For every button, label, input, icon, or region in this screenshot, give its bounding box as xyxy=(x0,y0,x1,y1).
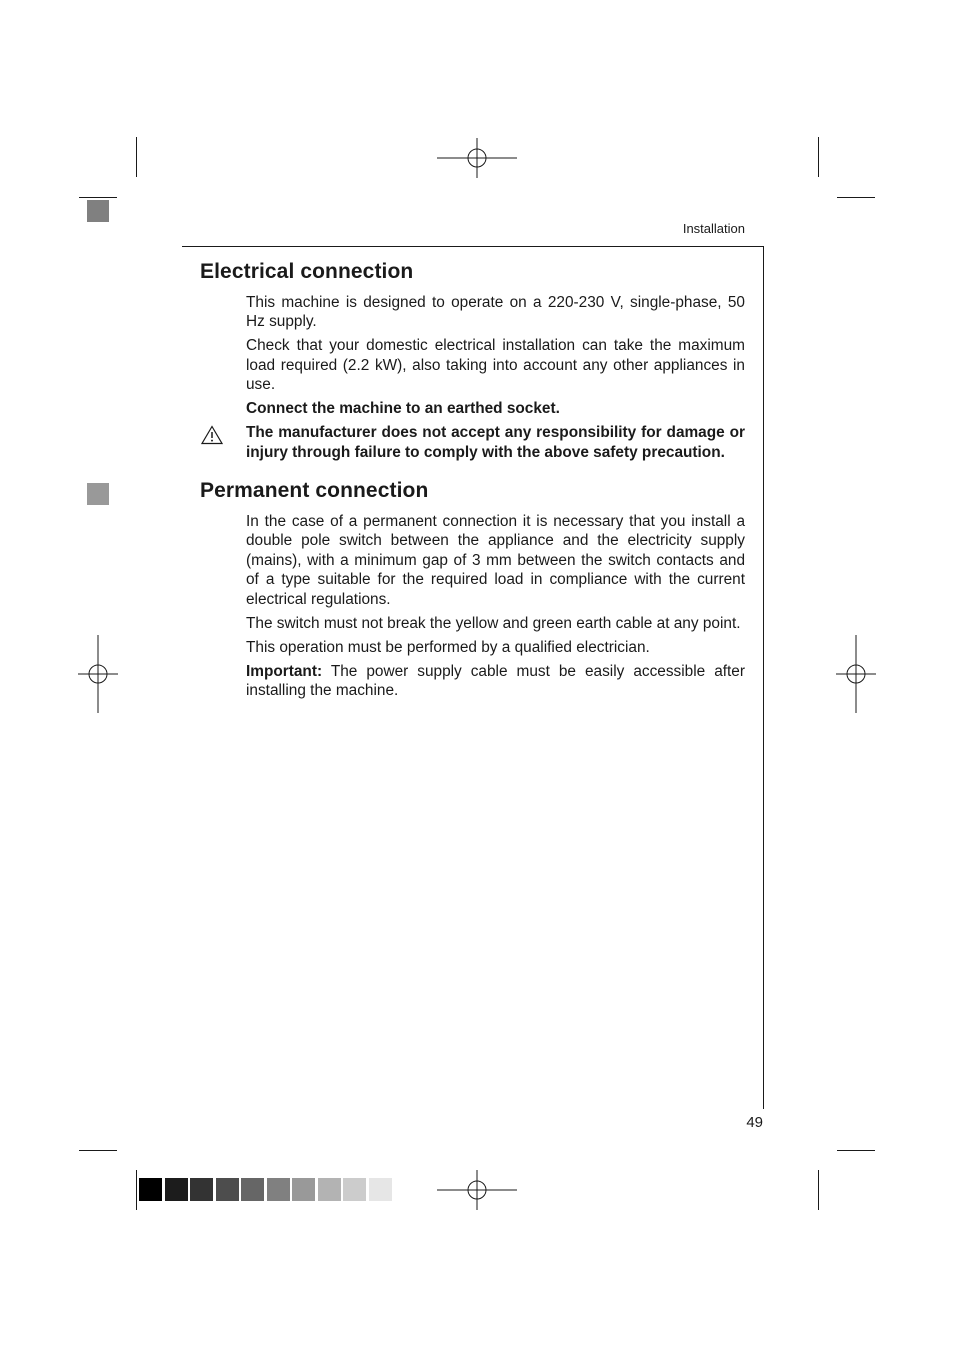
section-title-electrical-connection: Electrical connection xyxy=(200,260,414,283)
paragraph: The switch must not break the yellow and green earth cable at any point. xyxy=(246,614,741,632)
important-text: The power supply cable must be easily accessible after installing the machine. xyxy=(246,662,745,700)
section-tab-square xyxy=(87,200,109,222)
header-rule xyxy=(182,246,764,247)
warning-text: The manufacturer does not accept any responsibility for damage or injury through failure to comply with the above safety precaution. xyxy=(246,424,745,461)
color-swatch xyxy=(190,1178,213,1201)
paragraph: This machine is designed to operate on a 220-230 V, single-phase, 50 Hz supply. xyxy=(246,294,745,331)
running-header: Installation xyxy=(682,221,745,236)
page-number: 49 xyxy=(746,1114,763,1131)
paragraph: In the case of a permanent connection it is necessary that you install a double pole switch between the appliance and the electricity supply (mains), with a minimum gap of 3 mm between the switch contacts and of a type suitable for the required load in compliance with the current electrical regulations. xyxy=(246,513,745,608)
paragraph: Check that your domestic electrical installation can take the maximum load required (2.2 kW), also taking into account any other appliances in use. xyxy=(246,337,745,394)
color-swatch xyxy=(267,1178,290,1201)
color-swatch xyxy=(292,1178,315,1201)
important-label: Important: xyxy=(246,662,323,680)
registration-mark-left-icon xyxy=(78,635,118,713)
important-paragraph xyxy=(246,662,745,701)
color-swatch xyxy=(241,1178,264,1201)
color-swatch xyxy=(318,1178,341,1201)
paragraph: This operation must be performed by a qualified electrician. xyxy=(246,638,650,656)
color-swatch xyxy=(216,1178,239,1201)
color-swatch xyxy=(343,1178,366,1201)
color-swatch xyxy=(369,1178,392,1201)
color-swatch xyxy=(139,1178,162,1201)
section-body-permanent xyxy=(246,512,745,705)
color-swatch xyxy=(165,1178,188,1201)
registration-mark-bottom-icon xyxy=(437,1170,517,1210)
section-title-permanent-connection: Permanent connection xyxy=(200,479,429,502)
warning-triangle-icon xyxy=(201,425,223,445)
right-margin-rule xyxy=(763,246,764,1109)
section-tab-square xyxy=(87,483,109,505)
registration-mark-top-icon xyxy=(437,138,517,178)
bold-note: Connect the machine to an earthed socket. xyxy=(246,400,560,418)
registration-mark-right-icon xyxy=(836,635,876,713)
section-body-electrical xyxy=(246,293,745,467)
